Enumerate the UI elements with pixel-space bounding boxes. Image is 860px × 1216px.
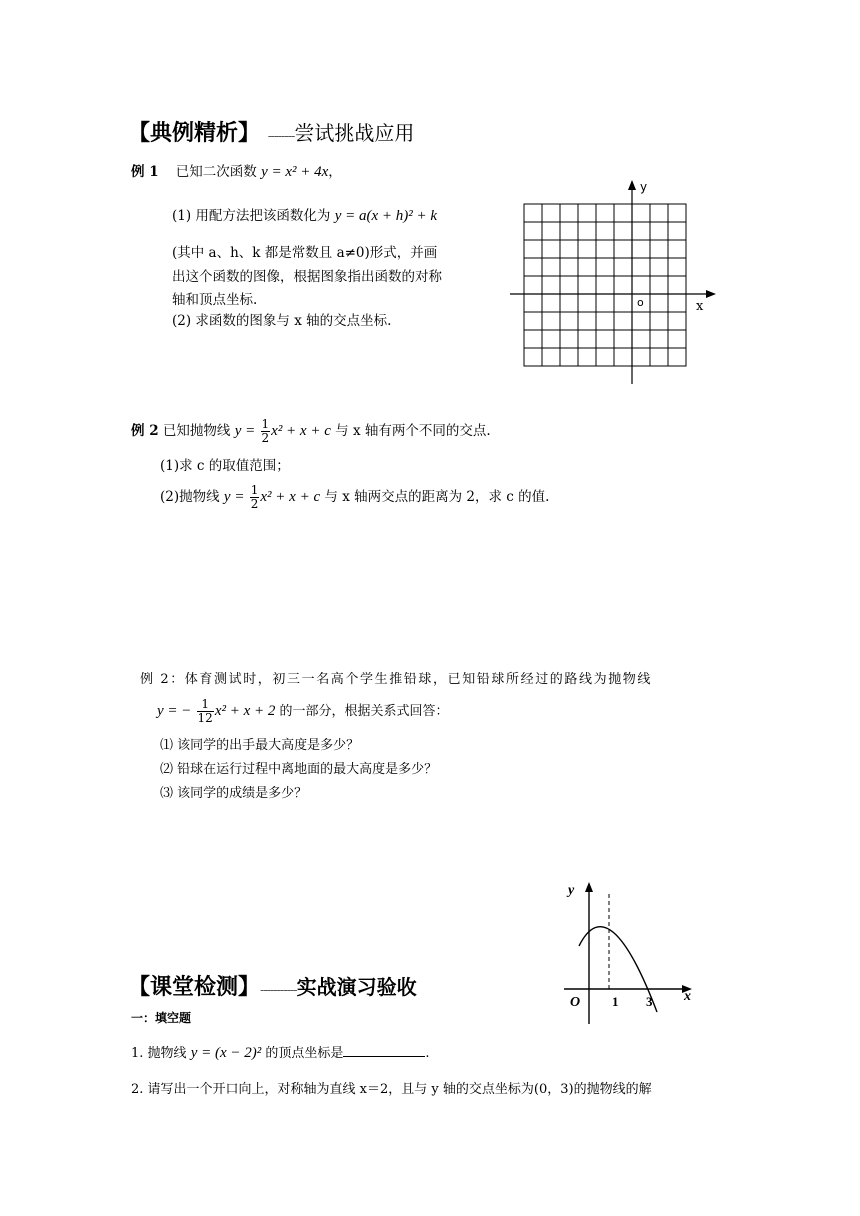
fill-item-1-formula: y = (x − 2)² bbox=[190, 1045, 262, 1061]
example2b-frac-num: 1 bbox=[197, 698, 214, 712]
example2-q2: (2)抛物线 y = $\frac{1}{2}$ x² + x + c 与 x 轴两交点的距离为 2，求 c 的值. bbox=[160, 483, 550, 511]
section-heading-check bbox=[128, 970, 417, 1001]
section2-subtitle: 实战演习验收 bbox=[296, 975, 417, 999]
example2-q2-frac-den: 2 bbox=[250, 497, 259, 511]
coordinate-grid-figure bbox=[506, 178, 720, 388]
example1-intro bbox=[131, 162, 342, 182]
fill-item-1-end: . bbox=[425, 1046, 430, 1061]
grid-x-arrow bbox=[706, 290, 716, 298]
parabola-y-label: y bbox=[568, 883, 575, 898]
fill-item-1 bbox=[131, 1042, 430, 1064]
example2-label: 例 2 bbox=[131, 423, 159, 439]
example1-q1-prefix: (1) 用配方法把该函数化为 bbox=[172, 208, 331, 224]
example2-intro: 例 2 已知抛物线 y = $\frac{1}{2}$ x² + x + c 与 x 轴有两个不同的交点. bbox=[131, 417, 491, 445]
grid-origin-label: o bbox=[637, 296, 644, 309]
example1-q2: (2) 求函数的图象与 x 轴的交点坐标. bbox=[172, 313, 392, 329]
section-heading-examples bbox=[128, 116, 414, 147]
grid-lines bbox=[524, 204, 686, 366]
example1-intro-end: ， bbox=[328, 164, 342, 180]
example1-q1-line1 bbox=[172, 206, 437, 226]
example2-frac-num: 1 bbox=[261, 417, 270, 431]
example2-q2-tail: 与 x 轴两交点的距离为 2，求 c 的值. bbox=[324, 489, 550, 505]
parabola-graph-figure bbox=[560, 876, 700, 1028]
fill-item-1-tail: 的顶点坐标是 bbox=[265, 1046, 344, 1061]
fill-item-1-answer-blank[interactable] bbox=[343, 1042, 425, 1057]
example1-q1-line4: 轴和顶点坐标. bbox=[172, 292, 258, 308]
example2b-line1: 例 2：体育测试时，初三一名高个学生推铅球，已知铅球所经过的路线为抛物线 bbox=[140, 672, 653, 687]
example2b-line2: y = − $\frac{1}{12}$ x² + x + 2 的一部分，根据关系式回答： bbox=[157, 697, 449, 725]
example2-q2-frac-num: 1 bbox=[250, 483, 259, 497]
grid-y-arrow bbox=[628, 180, 636, 190]
section-dashes: -------- bbox=[267, 129, 295, 143]
parabola-y-arrow bbox=[585, 882, 593, 892]
section2-title: 【课堂检测】 bbox=[128, 975, 261, 1000]
example2-frac-den: 2 bbox=[261, 431, 270, 445]
example2-q1: (1)求 c 的取值范围； bbox=[160, 458, 290, 474]
fill-item-2: 2. 请写出一个开口向上，对称轴为直线 x＝2，且与 y 轴的交点坐标为(0，3)的抛物线的解 bbox=[131, 1082, 652, 1097]
section-subtitle: 尝试挑战应用 bbox=[294, 121, 415, 145]
parabola-origin-label: O bbox=[570, 995, 581, 1010]
grid-x-label: x bbox=[696, 299, 704, 314]
example2-intro-text: 已知抛物线 bbox=[162, 423, 231, 439]
example1-q1-formula: y = a(x + h)² + k bbox=[334, 208, 438, 224]
fill-blank-heading: 一：填空题 bbox=[131, 1011, 192, 1025]
example2b-q3: ⑶ 该同学的成绩是多少？ bbox=[160, 786, 308, 801]
parabola-tick-3: 3 bbox=[646, 994, 653, 1009]
example1-q1-line3: 出这个函数的图像，根据图象指出函数的对称 bbox=[172, 269, 442, 285]
example2-tail: 与 x 轴有两个不同的交点. bbox=[335, 423, 491, 439]
example2b-line2-tail: 的一部分，根据关系式回答： bbox=[279, 704, 449, 719]
section2-dashes: ----------- bbox=[260, 983, 297, 997]
example1-intro-text: 已知二次函数 bbox=[175, 164, 257, 180]
example1-label: 例 1 bbox=[131, 164, 159, 180]
example2b-q1: ⑴ 该同学的出手最大高度是多少？ bbox=[160, 738, 360, 753]
example2b-q2: ⑵ 铅球在运行过程中离地面的最大高度是多少？ bbox=[160, 762, 438, 777]
example1-q1-line2: (其中 a、h、k 都是常数且 a≠0)形式，并画 bbox=[172, 245, 438, 261]
section-title: 【典例精析】 bbox=[128, 121, 261, 146]
parabola-x-label: x bbox=[684, 989, 691, 1004]
grid-y-label: y bbox=[640, 180, 648, 194]
example2-q2-prefix: (2)抛物线 bbox=[160, 489, 220, 505]
parabola-tick-1: 1 bbox=[612, 994, 619, 1009]
fill-item-1-prefix: 1. 抛物线 bbox=[131, 1046, 187, 1061]
example1-formula: y = x² + 4x bbox=[261, 164, 329, 180]
example2b-frac-den: 12 bbox=[197, 711, 213, 725]
